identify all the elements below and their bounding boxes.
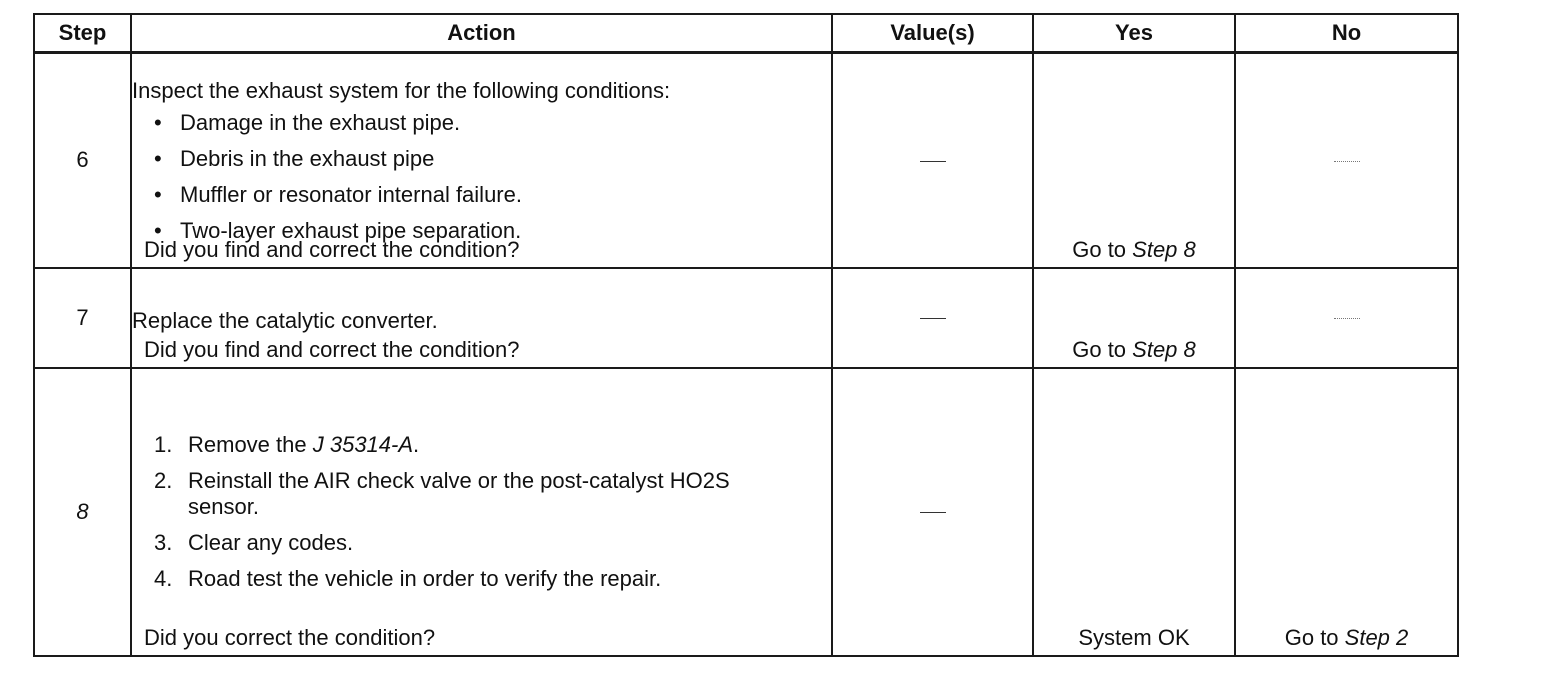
value-cell xyxy=(832,53,1033,268)
step-number: 8 xyxy=(34,368,131,656)
no-cell xyxy=(1235,368,1458,656)
yes-goto[interactable]: Go to Step 8 xyxy=(1072,336,1196,362)
no-dash xyxy=(1334,161,1360,162)
no-cell xyxy=(1235,53,1458,268)
list-item: • Debris in the exhaust pipe xyxy=(154,141,831,177)
bullet-icon: • xyxy=(154,218,162,244)
value-dash xyxy=(920,512,946,513)
value-cell xyxy=(832,268,1033,368)
action-question: Did you correct the condition? xyxy=(144,624,436,650)
header-values: Value(s) xyxy=(832,14,1033,53)
header-yes: Yes xyxy=(1033,14,1235,53)
step-number: 7 xyxy=(34,268,131,368)
header-row xyxy=(34,14,1458,53)
condition-list xyxy=(132,105,831,249)
header-action: Action xyxy=(131,14,832,53)
bullet-icon: • xyxy=(154,182,162,208)
list-item: • Damage in the exhaust pipe. xyxy=(154,105,831,141)
no-dash xyxy=(1334,318,1360,319)
action-cell xyxy=(131,368,832,656)
list-item: 3. Clear any codes. xyxy=(154,529,354,555)
bullet-icon: • xyxy=(154,110,162,136)
action-cell xyxy=(131,53,832,268)
yes-cell xyxy=(1033,268,1235,368)
table-row-step-7 xyxy=(34,268,1458,368)
list-item: 2. Reinstall the AIR check valve or the post-catalyst HO2S sensor. xyxy=(154,467,730,519)
step-link[interactable]: Step 2 xyxy=(1344,624,1409,650)
action-intro: Replace the catalytic converter. xyxy=(132,307,438,333)
no-goto[interactable]: Go to Step 2 xyxy=(1284,624,1409,650)
yes-goto[interactable]: Go to Step 8 xyxy=(1072,236,1196,262)
action-intro: Inspect the exhaust system for the following conditions: xyxy=(132,78,671,104)
value-dash xyxy=(920,318,946,319)
header-no: No xyxy=(1235,14,1458,53)
value-dash xyxy=(920,161,946,162)
bullet-icon: • xyxy=(154,146,162,172)
table-row-step-8 xyxy=(34,368,1458,656)
step-number: 6 xyxy=(34,53,131,268)
yes-cell xyxy=(1033,53,1235,268)
action-question: Did you find and correct the condition? xyxy=(144,236,520,262)
yes-cell xyxy=(1033,368,1235,656)
no-cell xyxy=(1235,268,1458,368)
step-link[interactable]: Step 8 xyxy=(1132,336,1196,362)
header-step: Step xyxy=(34,14,131,53)
list-item: • Two-layer exhaust pipe separation. xyxy=(154,213,831,249)
procedure-list xyxy=(132,422,831,592)
action-question: Did you find and correct the condition? xyxy=(144,336,520,362)
diagnostic-table xyxy=(33,13,1459,657)
step-link[interactable]: Step 8 xyxy=(1132,236,1196,262)
list-item: 4. Road test the vehicle in order to verify the repair. xyxy=(154,565,662,591)
value-cell xyxy=(832,368,1033,656)
list-item: 1. Remove the J 35314-A. xyxy=(154,431,420,457)
yes-result: System OK xyxy=(1078,624,1190,650)
list-item: • Muffler or resonator internal failure. xyxy=(154,177,831,213)
table-row-step-6 xyxy=(34,53,1458,268)
action-cell xyxy=(131,268,832,368)
tool-number: J 35314-A xyxy=(312,431,414,457)
